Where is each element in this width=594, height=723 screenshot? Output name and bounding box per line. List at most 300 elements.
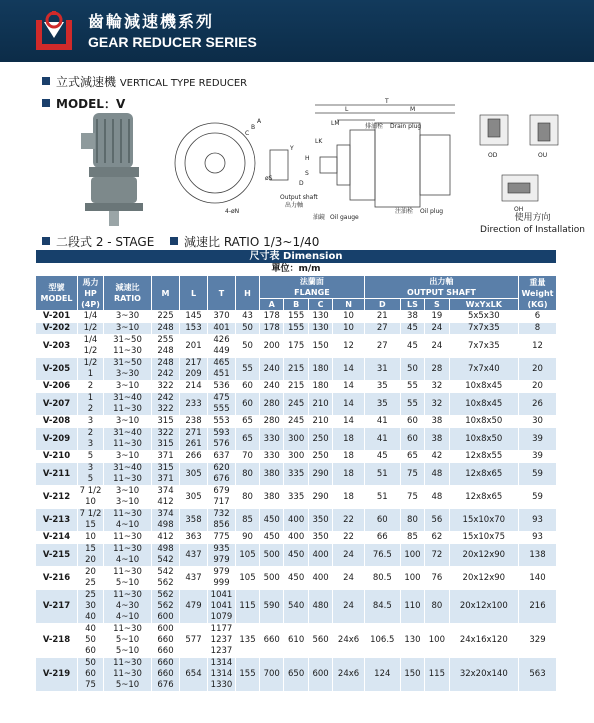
cell-t: 637 <box>208 451 236 463</box>
install-od: OD <box>488 152 498 159</box>
cell-n: 18 <box>333 463 365 486</box>
cell-s: 32 <box>425 393 449 416</box>
cell-hp: 2 3 <box>78 428 104 451</box>
header-title-en: GEAR REDUCER SERIES <box>88 34 257 50</box>
cell-b: 450 <box>284 544 308 567</box>
cell-h: 105 <box>236 544 260 567</box>
cell-model: V-207 <box>36 393 78 416</box>
dim-d: D <box>299 180 304 187</box>
cell-a: 660 <box>260 624 284 658</box>
col-d: D <box>364 299 400 311</box>
dim-t: T <box>385 98 389 105</box>
cell-l: 266 <box>180 451 208 463</box>
cell-model: V-211 <box>36 463 78 486</box>
cell-b: 215 <box>284 358 308 381</box>
cell-b: 155 <box>284 311 308 323</box>
cell-model: V-206 <box>36 381 78 393</box>
dim-lk: LK <box>315 138 323 145</box>
cell-a: 500 <box>260 544 284 567</box>
cell-h: 50 <box>236 323 260 335</box>
cell-key: 10x8x45 <box>449 393 518 416</box>
cell-m: 600 660 660 <box>152 624 180 658</box>
cell-t: 620 676 <box>208 463 236 486</box>
cell-a: 280 <box>260 416 284 428</box>
ratio-label: 減速比 RATIO 1/3~1/40 <box>184 235 320 249</box>
cell-d: 76.5 <box>364 544 400 567</box>
cell-h: 70 <box>236 451 260 463</box>
cell-l: 217 209 <box>180 358 208 381</box>
type-cn: 立式減速機 <box>56 75 117 89</box>
cell-m: 374 412 <box>152 486 180 509</box>
header-bar <box>0 0 594 62</box>
cell-d: 60 <box>364 509 400 532</box>
col-flange: 法蘭面 FLANGE <box>260 276 365 299</box>
dimension-table <box>35 249 557 692</box>
dim-h: H <box>305 155 310 162</box>
install-oh: OH <box>514 206 524 213</box>
cell-s: 32 <box>425 381 449 393</box>
cell-a: 178 <box>260 311 284 323</box>
cell-b: 300 <box>284 451 308 463</box>
cell-hp: 1/4 1/2 <box>78 335 104 358</box>
dim-n: 4-øN <box>225 208 240 215</box>
cell-h: 135 <box>236 624 260 658</box>
output-cn: Output shaft <box>280 194 318 201</box>
cell-model: V-208 <box>36 416 78 428</box>
cell-d: 84.5 <box>364 590 400 624</box>
cell-ls: 55 <box>400 393 424 416</box>
cell-c: 350 <box>308 509 332 532</box>
cell-weight: 329 <box>519 624 557 658</box>
col-c: C <box>308 299 332 311</box>
cell-key: 10x8x45 <box>449 381 518 393</box>
cell-ratio: 3~10 <box>104 451 152 463</box>
cell-ls: 60 <box>400 428 424 451</box>
dim-a: A <box>257 118 262 125</box>
cell-n: 18 <box>333 428 365 451</box>
cell-key: 20x12x90 <box>449 544 518 567</box>
dim-b: B <box>251 124 256 131</box>
col-ls: LS <box>400 299 424 311</box>
cell-c: 400 <box>308 567 332 590</box>
cell-t: 426 449 <box>208 335 236 358</box>
dim-phi-s: øS <box>265 175 273 182</box>
cell-model: V-216 <box>36 567 78 590</box>
cell-ratio: 3~10 <box>104 381 152 393</box>
table-row <box>36 567 557 590</box>
cell-a: 500 <box>260 567 284 590</box>
cell-c: 350 <box>308 532 332 544</box>
cell-n: 24 <box>333 544 365 567</box>
cell-ls: 38 <box>400 311 424 323</box>
cell-n: 14 <box>333 393 365 416</box>
cell-a: 280 <box>260 393 284 416</box>
cell-h: 50 <box>236 335 260 358</box>
cell-a: 590 <box>260 590 284 624</box>
cell-d: 51 <box>364 463 400 486</box>
dim-m: M <box>410 106 416 113</box>
cell-weight: 20 <box>519 358 557 381</box>
cell-c: 130 <box>308 311 332 323</box>
cell-c: 290 <box>308 486 332 509</box>
cell-ratio: 11~30 4~30 4~10 <box>104 590 152 624</box>
col-hp: 馬力 HP (4P) <box>78 276 104 311</box>
cell-a: 330 <box>260 451 284 463</box>
cell-model: V-210 <box>36 451 78 463</box>
cell-hp: 50 60 75 <box>78 658 104 692</box>
cell-m: 225 <box>152 311 180 323</box>
cell-key: 24x16x120 <box>449 624 518 658</box>
cell-key: 15x10x70 <box>449 509 518 532</box>
install-en: Direction of Installation <box>480 225 585 235</box>
cell-ratio: 3~30 <box>104 311 152 323</box>
cell-c: 130 <box>308 323 332 335</box>
cell-ls: 45 <box>400 335 424 358</box>
cell-weight: 20 <box>519 381 557 393</box>
cell-c: 250 <box>308 451 332 463</box>
cell-n: 22 <box>333 509 365 532</box>
cell-n: 14 <box>333 416 365 428</box>
cell-c: 180 <box>308 381 332 393</box>
cell-d: 41 <box>364 416 400 428</box>
table-title: 尺寸表 Dimension <box>36 250 557 264</box>
bullet-square-icon <box>170 237 178 245</box>
cell-d: 51 <box>364 486 400 509</box>
cell-m: 562 562 600 <box>152 590 180 624</box>
cell-d: 41 <box>364 428 400 451</box>
cell-a: 380 <box>260 486 284 509</box>
cell-b: 650 <box>284 658 308 692</box>
cell-ls: 60 <box>400 416 424 428</box>
cell-l: 271 261 <box>180 428 208 451</box>
cell-key: 20x12x90 <box>449 567 518 590</box>
cell-h: 65 <box>236 428 260 451</box>
cell-hp: 20 25 <box>78 567 104 590</box>
table-row <box>36 509 557 532</box>
cell-c: 180 <box>308 358 332 381</box>
cell-l: 238 <box>180 416 208 428</box>
cell-b: 400 <box>284 509 308 532</box>
table-row <box>36 311 557 323</box>
cell-d: 21 <box>364 311 400 323</box>
dim-y: Y <box>290 145 294 152</box>
cell-hp: 1/2 1 <box>78 358 104 381</box>
cell-h: 55 <box>236 358 260 381</box>
cell-model: V-201 <box>36 311 78 323</box>
col-a: A <box>260 299 284 311</box>
type-heading <box>42 73 247 90</box>
cell-hp: 3 5 <box>78 463 104 486</box>
cell-d: 27 <box>364 335 400 358</box>
dim-l: L <box>345 106 349 113</box>
cell-h: 60 <box>236 381 260 393</box>
cell-h: 43 <box>236 311 260 323</box>
cell-s: 38 <box>425 428 449 451</box>
cell-weight: 26 <box>519 393 557 416</box>
cell-key: 5x5x30 <box>449 311 518 323</box>
cell-m: 412 <box>152 532 180 544</box>
table-row <box>36 658 557 692</box>
cell-hp: 10 <box>78 532 104 544</box>
cell-hp: 1/4 <box>78 311 104 323</box>
dim-lm: LM <box>331 120 340 127</box>
cell-c: 560 <box>308 624 332 658</box>
cell-t: 370 <box>208 311 236 323</box>
cell-weight: 138 <box>519 544 557 567</box>
install-ou: OU <box>538 152 548 159</box>
cell-weight: 12 <box>519 335 557 358</box>
cell-ratio: 31~40 11~30 <box>104 393 152 416</box>
cell-h: 90 <box>236 532 260 544</box>
col-weight: 重量 Weight (KG) <box>519 276 557 311</box>
cell-n: 24 <box>333 590 365 624</box>
ratio-heading <box>170 233 319 250</box>
cell-a: 178 <box>260 323 284 335</box>
type-en: VERTICAL TYPE REDUCER <box>119 78 248 89</box>
cell-ls: 50 <box>400 358 424 381</box>
dim-c: C <box>245 130 250 137</box>
table-body <box>36 311 557 692</box>
cell-l: 145 <box>180 311 208 323</box>
table-row <box>36 335 557 358</box>
cell-c: 480 <box>308 590 332 624</box>
cell-d: 66 <box>364 532 400 544</box>
cell-hp: 25 30 40 <box>78 590 104 624</box>
col-l: L <box>180 276 208 311</box>
cell-hp: 15 20 <box>78 544 104 567</box>
cell-b: 245 <box>284 393 308 416</box>
cell-ratio: 31~40 11~30 <box>104 428 152 451</box>
cell-t: 1177 1237 1237 <box>208 624 236 658</box>
cell-m: 542 562 <box>152 567 180 590</box>
cell-ls: 80 <box>400 509 424 532</box>
cell-hp: 1/2 <box>78 323 104 335</box>
cell-hp: 7 1/2 10 <box>78 486 104 509</box>
cell-a: 450 <box>260 509 284 532</box>
cell-m: 242 322 <box>152 393 180 416</box>
col-output: 出力軸 OUTPUT SHAFT <box>364 276 518 299</box>
cell-t: 935 979 <box>208 544 236 567</box>
cell-key: 10x8x50 <box>449 416 518 428</box>
cell-key: 12x8x65 <box>449 486 518 509</box>
cell-s: 28 <box>425 358 449 381</box>
cell-ratio: 31~50 3~30 <box>104 358 152 381</box>
cell-m: 374 498 <box>152 509 180 532</box>
gear-logo-icon <box>30 10 78 54</box>
table-row <box>36 532 557 544</box>
cell-h: 80 <box>236 486 260 509</box>
cell-s: 38 <box>425 416 449 428</box>
cell-d: 80.5 <box>364 567 400 590</box>
cell-key: 12x8x65 <box>449 463 518 486</box>
cell-s: 100 <box>425 624 449 658</box>
cell-b: 155 <box>284 323 308 335</box>
cell-b: 335 <box>284 463 308 486</box>
col-s: S <box>425 299 449 311</box>
cell-weight: 93 <box>519 509 557 532</box>
cell-a: 240 <box>260 358 284 381</box>
cell-n: 22 <box>333 532 365 544</box>
bullet-square-icon <box>42 99 50 107</box>
cell-model: V-205 <box>36 358 78 381</box>
cell-l: 214 <box>180 381 208 393</box>
cell-b: 400 <box>284 532 308 544</box>
cell-ratio: 31~50 11~30 <box>104 335 152 358</box>
cell-weight: 563 <box>519 658 557 692</box>
cell-b: 215 <box>284 381 308 393</box>
cell-c: 290 <box>308 463 332 486</box>
cell-m: 248 242 <box>152 358 180 381</box>
cell-weight: 93 <box>519 532 557 544</box>
cell-b: 175 <box>284 335 308 358</box>
cell-a: 240 <box>260 381 284 393</box>
cell-a: 700 <box>260 658 284 692</box>
cell-ls: 100 <box>400 567 424 590</box>
cell-ls: 55 <box>400 381 424 393</box>
cell-ls: 110 <box>400 590 424 624</box>
cell-ratio: 11~30 <box>104 532 152 544</box>
cell-c: 150 <box>308 335 332 358</box>
cell-s: 42 <box>425 451 449 463</box>
cell-m: 498 542 <box>152 544 180 567</box>
cell-d: 45 <box>364 451 400 463</box>
cell-l: 654 <box>180 658 208 692</box>
cell-weight: 30 <box>519 416 557 428</box>
cell-weight: 39 <box>519 451 557 463</box>
cell-ls: 85 <box>400 532 424 544</box>
cell-n: 14 <box>333 381 365 393</box>
cell-hp: 2 <box>78 381 104 393</box>
cell-n: 18 <box>333 486 365 509</box>
cell-b: 450 <box>284 567 308 590</box>
cell-model: V-215 <box>36 544 78 567</box>
cell-m: 248 <box>152 323 180 335</box>
cell-ratio: 11~30 4~10 <box>104 509 152 532</box>
cell-t: 1041 1041 1079 <box>208 590 236 624</box>
cell-d: 106.5 <box>364 624 400 658</box>
cell-t: 401 <box>208 323 236 335</box>
cell-c: 250 <box>308 428 332 451</box>
cell-m: 371 <box>152 451 180 463</box>
cell-m: 660 660 676 <box>152 658 180 692</box>
cell-weight: 140 <box>519 567 557 590</box>
cell-c: 210 <box>308 393 332 416</box>
cell-key: 32x20x140 <box>449 658 518 692</box>
cell-ls: 45 <box>400 323 424 335</box>
bullet-square-icon <box>42 77 50 85</box>
cell-weight: 216 <box>519 590 557 624</box>
cell-hp: 3 <box>78 416 104 428</box>
table-row <box>36 393 557 416</box>
cell-model: V-209 <box>36 428 78 451</box>
cell-d: 35 <box>364 393 400 416</box>
col-n: N <box>333 299 365 311</box>
bullet-square-icon <box>42 237 50 245</box>
cell-h: 105 <box>236 567 260 590</box>
cell-l: 437 <box>180 567 208 590</box>
cell-m: 315 <box>152 416 180 428</box>
cell-ratio: 3~10 <box>104 416 152 428</box>
cell-weight: 6 <box>519 311 557 323</box>
cell-ratio: 11~30 5~10 5~10 <box>104 624 152 658</box>
col-m: M <box>152 276 180 311</box>
table-row <box>36 544 557 567</box>
cell-b: 245 <box>284 416 308 428</box>
cell-ratio: 31~40 11~30 <box>104 463 152 486</box>
cell-l: 437 <box>180 544 208 567</box>
cell-key: 7x7x35 <box>449 335 518 358</box>
cell-t: 475 555 <box>208 393 236 416</box>
cell-n: 10 <box>333 323 365 335</box>
col-ratio: 減速比 RATIO <box>104 276 152 311</box>
install-direction-label <box>480 212 585 236</box>
cell-h: 60 <box>236 393 260 416</box>
drain-en: Drain plug <box>390 123 422 130</box>
stage-heading <box>42 233 154 250</box>
cell-l: 153 <box>180 323 208 335</box>
oilplug-en: Oil plug <box>420 208 444 215</box>
cell-n: 10 <box>333 311 365 323</box>
cell-model: V-219 <box>36 658 78 692</box>
model-label: MODEL：V <box>56 97 126 111</box>
table-row <box>36 486 557 509</box>
cell-key: 12x8x55 <box>449 451 518 463</box>
cell-ls: 75 <box>400 486 424 509</box>
cell-l: 577 <box>180 624 208 658</box>
cell-n: 14 <box>333 358 365 381</box>
cell-t: 732 856 <box>208 509 236 532</box>
cell-b: 610 <box>284 624 308 658</box>
cell-model: V-213 <box>36 509 78 532</box>
table-row <box>36 381 557 393</box>
cell-a: 200 <box>260 335 284 358</box>
cell-b: 300 <box>284 428 308 451</box>
stage-label: 二段式 2 - STAGE <box>56 235 155 249</box>
cell-hp: 5 <box>78 451 104 463</box>
table-row <box>36 451 557 463</box>
cell-l: 479 <box>180 590 208 624</box>
cell-weight: 8 <box>519 323 557 335</box>
cell-t: 679 717 <box>208 486 236 509</box>
cell-s: 48 <box>425 463 449 486</box>
cell-h: 85 <box>236 509 260 532</box>
cell-ls: 100 <box>400 544 424 567</box>
cell-a: 450 <box>260 532 284 544</box>
table-row <box>36 590 557 624</box>
cell-hp: 7 1/2 15 <box>78 509 104 532</box>
oilgauge-cn: 油鏡 <box>313 214 326 221</box>
table-row <box>36 463 557 486</box>
cell-d: 35 <box>364 381 400 393</box>
cell-m: 255 248 <box>152 335 180 358</box>
col-key: WxYxLK <box>449 299 518 311</box>
cell-l: 358 <box>180 509 208 532</box>
cell-m: 322 315 <box>152 428 180 451</box>
oilgauge-en: Oil gauge <box>330 214 359 221</box>
cell-h: 155 <box>236 658 260 692</box>
cell-l: 233 <box>180 393 208 416</box>
drain-cn: 排油栓 <box>365 123 384 130</box>
cell-key: 7x7x40 <box>449 358 518 381</box>
table-row <box>36 416 557 428</box>
cell-t: 979 999 <box>208 567 236 590</box>
cell-m: 322 <box>152 381 180 393</box>
cell-ratio: 3~10 3~10 <box>104 486 152 509</box>
cell-model: V-203 <box>36 335 78 358</box>
cell-c: 400 <box>308 544 332 567</box>
cell-ls: 75 <box>400 463 424 486</box>
cell-t: 536 <box>208 381 236 393</box>
